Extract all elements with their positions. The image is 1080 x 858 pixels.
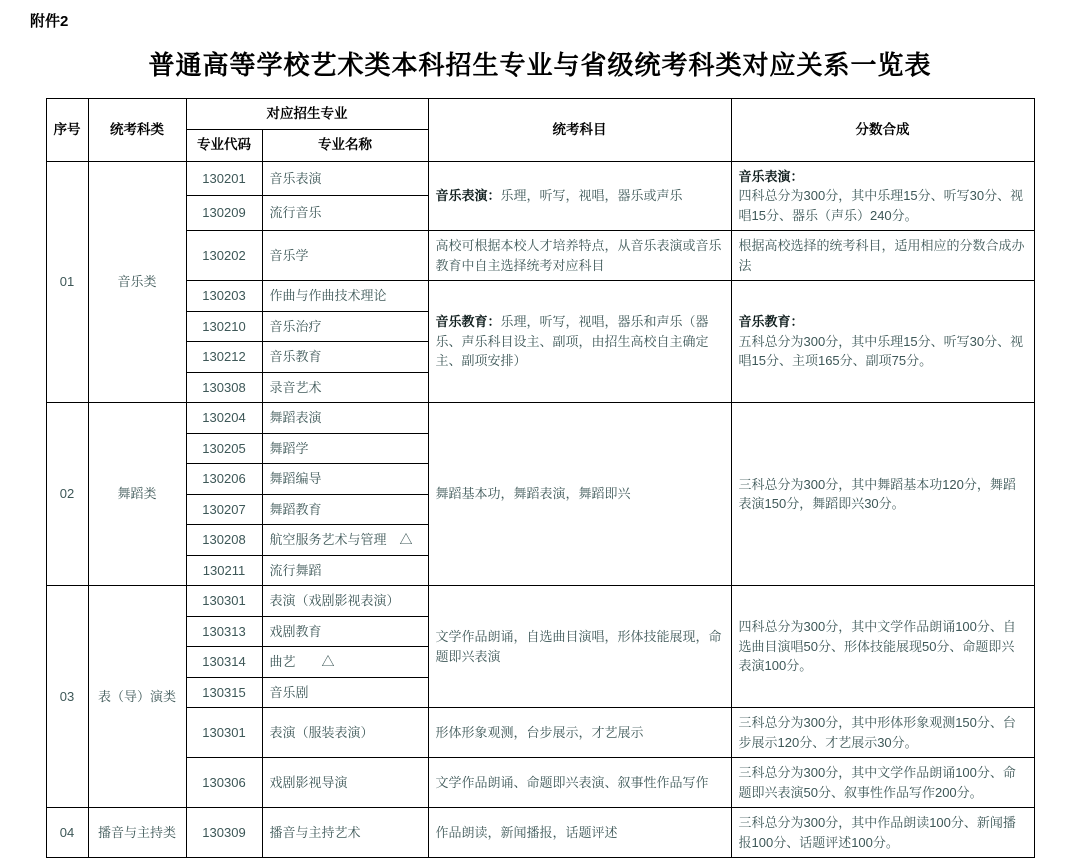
header-score: 分数合成 — [731, 99, 1034, 162]
cell-text: 三科总分为300分，其中文学作品朗诵100分、命题即兴表演50分、叙事性作品写作200分。 — [738, 765, 1016, 800]
table-row — [46, 281, 1034, 312]
code-cell — [186, 372, 262, 403]
name-cell — [262, 196, 428, 231]
cell-text: 舞蹈类 — [117, 486, 157, 502]
subjects-cell — [428, 808, 731, 858]
cell-text: 航空服务艺术与管理 △ — [269, 532, 413, 547]
cell-text: 130309 — [202, 824, 246, 840]
cell-text: 流行舞蹈 — [269, 562, 322, 578]
score-cell — [731, 231, 1034, 281]
code-cell — [186, 677, 262, 708]
header-subjects: 统考科目 — [428, 99, 731, 162]
cell-text: 高校可根据本校人才培养特点，从音乐表演或音乐教育中自主选择统考对应科目 — [435, 238, 722, 273]
name-cell — [262, 494, 428, 525]
score-cell — [731, 281, 1034, 403]
code-cell — [186, 758, 262, 808]
name-cell — [262, 372, 428, 403]
code-cell — [186, 647, 262, 678]
header-category: 统考科类 — [88, 99, 186, 162]
cell-text: 130313 — [202, 623, 246, 639]
subjects-cell — [428, 231, 731, 281]
code-cell — [186, 586, 262, 617]
subjects-cell — [428, 708, 731, 758]
cell-text: 130202 — [202, 247, 246, 263]
name-cell — [262, 525, 428, 556]
header-major-name: 专业名称 — [262, 130, 428, 161]
cell-text: 音乐剧 — [269, 684, 309, 700]
cell-text: 流行音乐 — [269, 205, 322, 221]
cell-text: 五科总分为300分，其中乐理15分、听写30分、视唱15分、主项165分、副项75分。 — [738, 333, 1024, 369]
cell-text: 130301 — [202, 593, 246, 608]
score-cell — [731, 403, 1034, 586]
cell-text: 130315 — [202, 684, 246, 700]
subjects-cell — [428, 281, 731, 403]
name-cell — [262, 758, 428, 808]
code-cell — [186, 464, 262, 495]
category-cell — [88, 586, 186, 808]
cell-text: 130212 — [202, 349, 246, 364]
table-header — [46, 99, 1034, 162]
code-cell — [186, 161, 262, 196]
bold-lead: 音乐教育： — [738, 314, 804, 330]
score-cell — [731, 708, 1034, 758]
code-cell — [186, 281, 262, 312]
cell-text: 130208 — [202, 532, 246, 547]
table-row — [46, 161, 1034, 196]
name-cell — [262, 403, 428, 434]
cell-text: 130207 — [202, 501, 246, 517]
cell-text: 舞蹈编导 — [269, 471, 322, 486]
cell-text: 01 — [59, 274, 75, 289]
cell-text: 舞蹈学 — [269, 440, 309, 456]
cell-text: 播音与主持类 — [97, 824, 176, 840]
cell-text: 戏剧影视导演 — [269, 774, 348, 790]
cell-text: 四科总分为300分，其中文学作品朗诵100分、自选曲目演唱50分、形体技能展现50分、命题即兴表演100分。 — [738, 619, 1016, 674]
cell-text: 舞蹈表演 — [269, 410, 322, 425]
cell-text: 根据高校选择的统考科目，适用相应的分数合成办法 — [738, 238, 1025, 273]
seq-cell — [46, 808, 88, 858]
table-row — [46, 758, 1034, 808]
score-cell — [731, 758, 1034, 808]
code-cell — [186, 231, 262, 281]
category-cell — [88, 161, 186, 403]
cell-text: 04 — [59, 824, 75, 840]
score-cell — [731, 161, 1034, 231]
cell-text: 130306 — [202, 774, 246, 790]
name-cell — [262, 708, 428, 758]
cell-text: 乐理，听写，视唱，器乐和声乐（器乐、声乐科目设主、副项，由招生高校自主确定主、副项安排） — [435, 314, 709, 369]
category-cell — [88, 808, 186, 858]
majors-table — [46, 98, 1035, 858]
cell-text: 表演（服装表演） — [269, 724, 374, 740]
cell-text: 03 — [59, 688, 75, 704]
subjects-cell — [428, 161, 731, 231]
name-cell — [262, 311, 428, 342]
cell-text: 130211 — [202, 562, 246, 578]
name-cell — [262, 808, 428, 858]
cell-text: 02 — [59, 486, 75, 502]
cell-text: 乐理，听写，视唱，器乐或声乐 — [500, 188, 683, 203]
cell-text: 音乐类 — [117, 274, 157, 289]
code-cell — [186, 311, 262, 342]
cell-text: 作曲与作曲技术理论 — [269, 288, 387, 303]
cell-text: 形体形象观测，台步展示，才艺展示 — [435, 724, 644, 740]
table-row — [46, 586, 1034, 617]
cell-text: 文学作品朗诵、命题即兴表演、叙事性作品写作 — [435, 774, 709, 790]
cell-text: 四科总分为300分，其中乐理15分、听写30分、视唱15分、器乐（声乐）240分。 — [738, 188, 1024, 223]
name-cell — [262, 433, 428, 464]
code-cell — [186, 555, 262, 586]
score-cell — [731, 586, 1034, 708]
score-cell — [731, 808, 1034, 858]
name-cell — [262, 677, 428, 708]
cell-text: 130203 — [202, 288, 246, 303]
cell-text: 舞蹈基本功，舞蹈表演，舞蹈即兴 — [435, 486, 631, 502]
name-cell — [262, 281, 428, 312]
name-cell — [262, 464, 428, 495]
category-cell — [88, 403, 186, 586]
header-major-code: 专业代码 — [186, 130, 262, 161]
cell-text: 播音与主持艺术 — [269, 824, 361, 840]
cell-text: 130206 — [202, 471, 246, 486]
code-cell — [186, 708, 262, 758]
header-seq: 序号 — [46, 99, 88, 162]
cell-text: 舞蹈教育 — [269, 501, 322, 517]
table-row — [46, 403, 1034, 434]
seq-cell — [46, 586, 88, 808]
bold-lead: 音乐表演： — [435, 188, 501, 203]
cell-text: 表（导）演类 — [97, 688, 176, 704]
subjects-cell — [428, 403, 731, 586]
cell-text: 130209 — [202, 205, 246, 221]
seq-cell — [46, 403, 88, 586]
subjects-cell — [428, 758, 731, 808]
cell-text: 三科总分为300分，其中舞蹈基本功120分，舞蹈表演150分，舞蹈即兴30分。 — [738, 476, 1016, 511]
code-cell — [186, 808, 262, 858]
table-body — [46, 161, 1034, 858]
header-majors-group: 对应招生专业 — [186, 99, 428, 130]
page-title: 普通高等学校艺术类本科招生专业与省级统考科类对应关系一览表 — [148, 50, 932, 80]
attachment-label: 附件2 — [30, 13, 69, 30]
subjects-cell — [428, 586, 731, 708]
name-cell — [262, 231, 428, 281]
cell-text: 作品朗读，新闻播报，话题评述 — [435, 824, 618, 840]
cell-text: 130204 — [202, 410, 246, 425]
table-row — [46, 708, 1034, 758]
table-row — [46, 808, 1034, 858]
code-cell — [186, 403, 262, 434]
code-cell — [186, 196, 262, 231]
cell-text: 音乐治疗 — [269, 318, 322, 334]
cell-text: 文学作品朗诵，自选曲目演唱，形体技能展现，命题即兴表演 — [435, 629, 722, 664]
cell-text: 录音艺术 — [269, 379, 322, 395]
bold-lead: 音乐教育： — [435, 314, 501, 330]
table-row — [46, 231, 1034, 281]
cell-text: 130210 — [202, 318, 246, 334]
code-cell — [186, 616, 262, 647]
code-cell — [186, 494, 262, 525]
cell-text: 三科总分为300分，其中作品朗读100分、新闻播报100分、话题评述100分。 — [738, 815, 1016, 850]
name-cell — [262, 586, 428, 617]
cell-text: 130301 — [202, 724, 246, 740]
cell-text: 音乐表演 — [269, 170, 322, 186]
cell-text: 130308 — [202, 379, 246, 395]
name-cell — [262, 342, 428, 373]
bold-lead: 音乐表演： — [738, 168, 804, 184]
seq-cell — [46, 161, 88, 403]
name-cell — [262, 616, 428, 647]
name-cell — [262, 555, 428, 586]
cell-text: 三科总分为300分，其中形体形象观测150分、台步展示120分、才艺展示30分。 — [738, 715, 1016, 750]
cell-text: 表演（戏剧影视表演） — [269, 593, 400, 608]
code-cell — [186, 342, 262, 373]
code-cell — [186, 525, 262, 556]
header-row-1 — [46, 99, 1034, 130]
cell-text: 130314 — [202, 654, 246, 669]
name-cell — [262, 647, 428, 678]
name-cell — [262, 161, 428, 196]
cell-text: 音乐教育 — [269, 349, 322, 364]
code-cell — [186, 433, 262, 464]
cell-text: 130201 — [202, 170, 246, 186]
cell-text: 130205 — [202, 440, 246, 456]
cell-text: 戏剧教育 — [269, 623, 322, 639]
cell-text: 音乐学 — [269, 247, 309, 263]
cell-text: 曲艺 △ — [269, 654, 335, 669]
